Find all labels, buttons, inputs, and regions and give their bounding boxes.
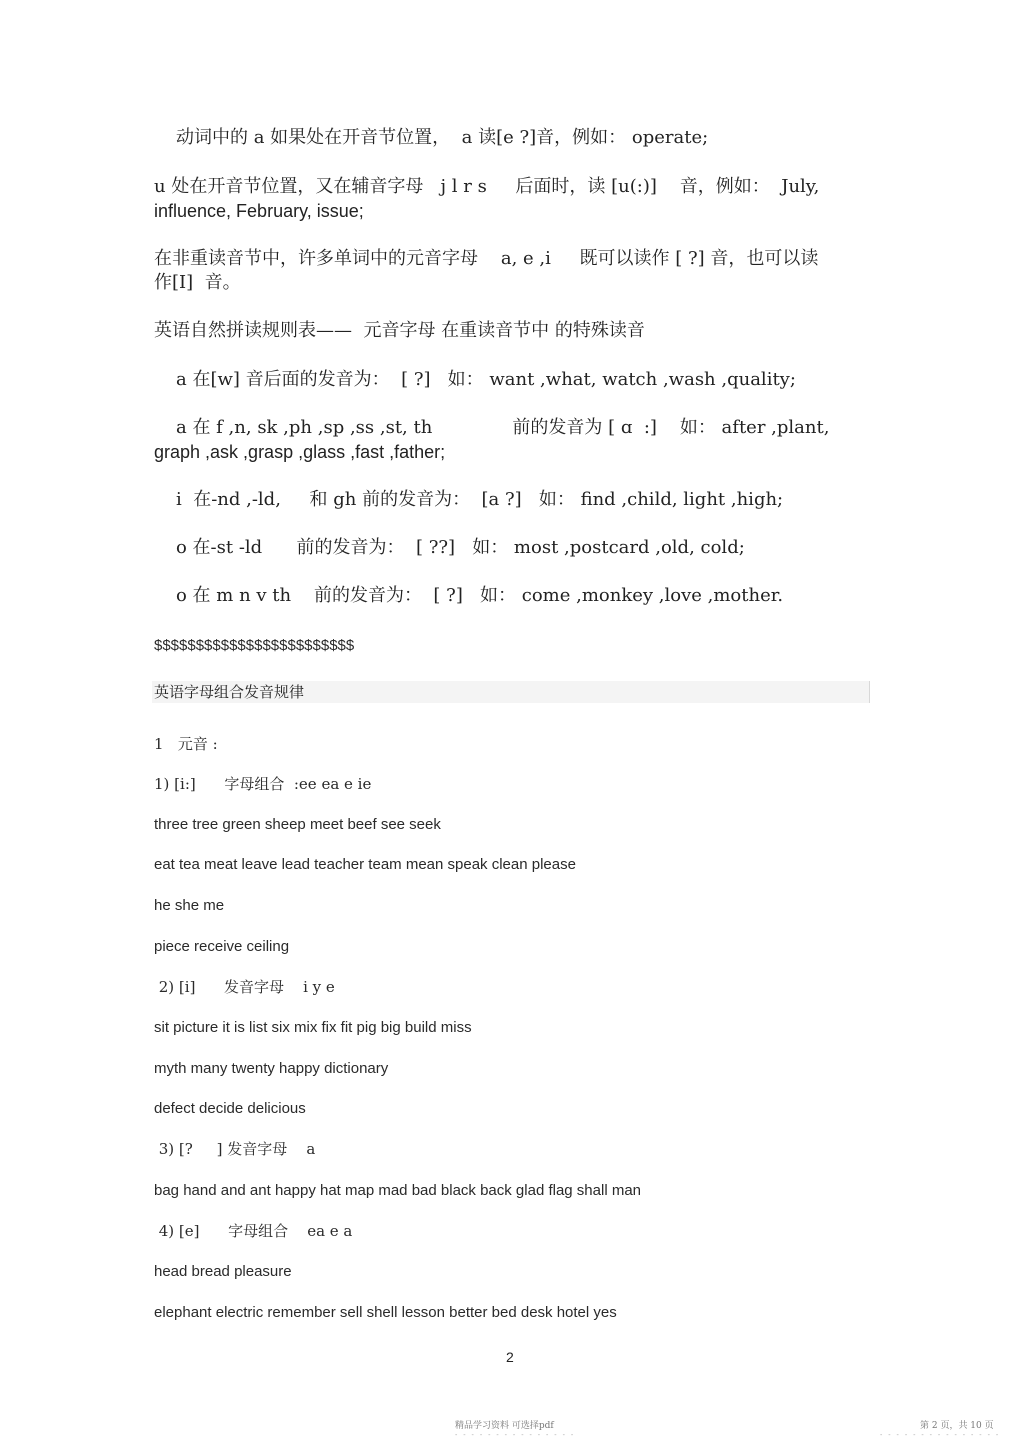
text-line: 动词中的 a 如果处在开音节位置， a 读[e ?]音，例如： operate; — [176, 127, 709, 148]
text-line: sit picture it is list six mix fix fit pig big build miss — [154, 1019, 472, 1036]
footer-right-text: 第 2 页，共 10 页 — [920, 1421, 994, 1431]
separator-line: $$$$$$$$$$$$$$$$$$$$$$$$ — [154, 637, 355, 654]
text-line: 1) [i:] 字母组合 :ee ea e ie — [154, 775, 372, 793]
text-line: 英语自然拼读规则表—— 元音字母 在重读音节中 的特殊读音 — [154, 320, 645, 341]
text-line: 作[I] 音。 — [154, 272, 241, 293]
footer-dots-left: - - - - - - - - - - - - - - - — [455, 1432, 576, 1439]
text-line: head bread pleasure — [154, 1263, 292, 1280]
footer-dots-right: - - - - - - - - - - - - - - - — [880, 1432, 1001, 1439]
text-line: u 处在开音节位置，又在辅音字母 j l r s 后面时，读 [u(:)] 音，例如： July, — [154, 176, 820, 197]
text-line: i 在-nd ,-ld, 和 gh 前的发音为： [a ?] 如： find ,child, light ,high; — [176, 489, 784, 510]
text-line: a 在[w] 音后面的发音为： [ ?] 如： want ,what, watch ,wash ,quality; — [176, 369, 796, 390]
text-line: defect decide delicious — [154, 1100, 306, 1117]
text-line: o 在 m n v th 前的发音为： [ ?] 如： come ,monkey ,love ,mother. — [176, 585, 784, 606]
page-number: 2 — [506, 1349, 514, 1365]
text-line: 1 元音 : — [154, 735, 218, 753]
text-line: 3) [? ] 发音字母 a — [154, 1140, 316, 1158]
text-line: 4) [e] 字母组合 ea e a — [154, 1222, 353, 1240]
text-line: he she me — [154, 897, 225, 914]
text-line: a 在 f ,n, sk ,ph ,sp ,ss ,st, th 前的发音为 [ ɑ :] 如： after ,plant, — [176, 417, 830, 438]
footer-left-text: 精品学习资料 可选择pdf — [455, 1421, 554, 1431]
text-line: eat tea meat leave lead teacher team mean speak clean please — [154, 856, 576, 873]
text-line: o 在-st -ld 前的发音为： [ ??] 如： most ,postcard ,old, cold; — [176, 537, 745, 558]
text-line: 在非重读音节中，许多单词中的元音字母 a, e ,i 既可以读作 [ ?] 音，也可以读 — [154, 248, 819, 269]
section-heading: 英语字母组合发音规律 — [154, 683, 305, 701]
section-heading-box — [152, 681, 870, 703]
text-line: bag hand and ant happy hat map mad bad black back glad flag shall man — [154, 1182, 642, 1199]
text-line: elephant electric remember sell shell lesson better bed desk hotel yes — [154, 1304, 617, 1321]
text-line: influence, February, issue; — [154, 201, 364, 221]
text-line: graph ,ask ,grasp ,glass ,fast ,father; — [154, 442, 446, 462]
text-line: piece receive ceiling — [154, 938, 290, 955]
text-line: three tree green sheep meet beef see seek — [154, 816, 441, 833]
text-line: 2) [i] 发音字母 i y e — [154, 978, 335, 996]
text-line: myth many twenty happy dictionary — [154, 1060, 389, 1077]
